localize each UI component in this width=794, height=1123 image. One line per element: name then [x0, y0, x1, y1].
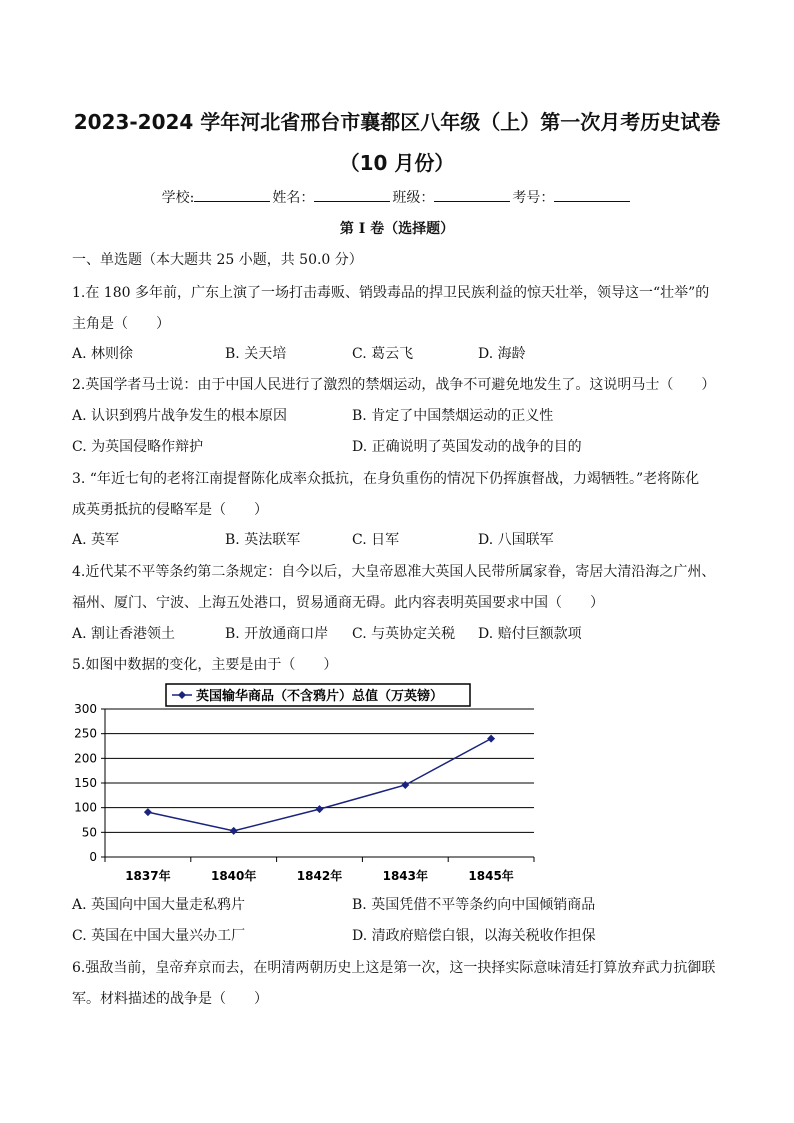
- x-tick-label: 1843年: [382, 869, 429, 883]
- q5-option-b[interactable]: B. 英国凭借不平等条约向中国倾销商品: [352, 897, 596, 913]
- y-tick-label: 250: [74, 726, 97, 741]
- student-info-row: [0, 187, 794, 207]
- q4-option-a[interactable]: A. 割让香港领土: [72, 626, 176, 642]
- q3-option-d[interactable]: D. 八国联军: [478, 532, 554, 548]
- school-field[interactable]: [194, 188, 270, 202]
- q2-option-b[interactable]: B. 肯定了中国禁烟运动的正义性: [352, 408, 554, 424]
- q1-option-a[interactable]: A. 林则徐: [72, 346, 134, 362]
- q3-option-a[interactable]: A. 英军: [72, 532, 120, 548]
- chart-series-line: [144, 735, 495, 835]
- q1-line-1: 1.在 180 多年前，广东上演了一场打击毒贩、销毁毒品的捍卫民族利益的惊天壮举，领导这一“壮举”的: [72, 285, 710, 301]
- q6-line-2: 军。材料描述的战争是（ ）: [72, 991, 268, 1007]
- q5-option-d[interactable]: D. 清政府赔偿白银，以海关税收作担保: [352, 928, 596, 944]
- data-point-marker: [401, 781, 409, 789]
- q1-line-2: 主角是（ ）: [72, 316, 170, 332]
- q4-option-d[interactable]: D. 赔付巨额款项: [478, 626, 582, 642]
- q3-line-1: 3. “年近七旬的老将江南提督陈化成率众抵抗，在身负重伤的情况下仍挥旗督战，力竭牺牲。”老将陈化: [72, 471, 700, 487]
- q5-option-a[interactable]: A. 英国向中国大量走私鸦片: [72, 897, 246, 913]
- school-label: 学校:: [161, 190, 195, 206]
- x-tick-label: 1842年: [296, 869, 343, 883]
- q5-option-c[interactable]: C. 英国在中国大量兴办工厂: [72, 928, 246, 944]
- data-point-marker: [316, 805, 324, 813]
- export-value-line-chart: [60, 680, 560, 890]
- series-line: [148, 739, 491, 831]
- q2-option-d[interactable]: D. 正确说明了英国发动的战争的目的: [352, 439, 582, 455]
- q2-option-c[interactable]: C. 为英国侵略作辩护: [72, 439, 204, 455]
- q4-line-2: 福州、厦门、宁波、上海五处港口，贸易通商无碍。此内容表明英国要求中国（ ）: [72, 595, 604, 611]
- q6-line-1: 6.强敌当前，皇帝弃京而去，在明清两朝历史上这是第一次，这一抉择实际意味清廷打算放弃武力抗御联: [72, 960, 716, 976]
- x-tick-label: 1840年: [210, 869, 257, 883]
- q2-option-a[interactable]: A. 认识到鸦片战争发生的根本原因: [72, 408, 288, 424]
- data-point-marker: [487, 735, 495, 743]
- q1-option-b[interactable]: B. 关天培: [225, 346, 287, 362]
- q2-line-1: 2.英国学者马士说：由于中国人民进行了激烈的禁烟运动，战争不可避免地发生了。这说明马士（ ）: [72, 377, 716, 393]
- q1-option-c[interactable]: C. 葛云飞: [352, 346, 414, 362]
- y-tick-label: 300: [74, 702, 97, 716]
- part-title: 一、单选题（本大题共 25 小题，共 50.0 分）: [72, 252, 363, 268]
- q3-line-2: 成英勇抵抗的侵略军是（ ）: [72, 502, 268, 518]
- exam-subtitle: （10 月份）: [339, 151, 455, 175]
- data-point-marker: [230, 827, 238, 835]
- q1-option-d[interactable]: D. 海龄: [478, 346, 526, 362]
- name-field[interactable]: [314, 188, 390, 202]
- x-tick-label: 1837年: [125, 869, 171, 883]
- chart-legend: [166, 684, 470, 706]
- number-label: 考号：: [512, 190, 555, 206]
- q4-option-c[interactable]: C. 与英协定关税: [352, 626, 456, 642]
- name-label: 姓名：: [272, 190, 315, 206]
- chart-gridlines: [105, 709, 534, 832]
- y-tick-label: 50: [81, 825, 97, 840]
- data-point-marker: [144, 808, 152, 816]
- exam-title: 2023-2024 学年河北省邢台市襄都区八年级（上）第一次月考历史试卷: [73, 110, 721, 134]
- class-field[interactable]: [434, 188, 510, 202]
- chart-axes: [101, 709, 534, 862]
- number-field[interactable]: [554, 188, 630, 202]
- legend-label: 英国输华商品（不含鸦片）总值（万英镑）: [196, 689, 444, 704]
- y-tick-label: 200: [74, 751, 97, 766]
- q5-line-1: 5.如图中数据的变化，主要是由于（ ）: [72, 657, 338, 673]
- y-tick-label: 100: [74, 800, 97, 815]
- q3-option-b[interactable]: B. 英法联军: [225, 532, 301, 548]
- chart-tick-labels: [74, 702, 514, 883]
- y-tick-label: 0: [89, 850, 97, 864]
- x-tick-label: 1845年: [468, 869, 514, 883]
- q4-option-b[interactable]: B. 开放通商口岸: [225, 626, 329, 642]
- section-title: 第 I 卷（选择题）: [339, 221, 455, 237]
- y-tick-label: 150: [74, 776, 97, 790]
- q4-line-1: 4.近代某不平等条约第二条规定：自今以后，大皇帝恩准大英国人民带所属家眷，寄居大清沿海之广州、: [72, 564, 716, 580]
- class-label: 班级：: [392, 190, 435, 206]
- q3-option-c[interactable]: C. 日军: [352, 532, 400, 548]
